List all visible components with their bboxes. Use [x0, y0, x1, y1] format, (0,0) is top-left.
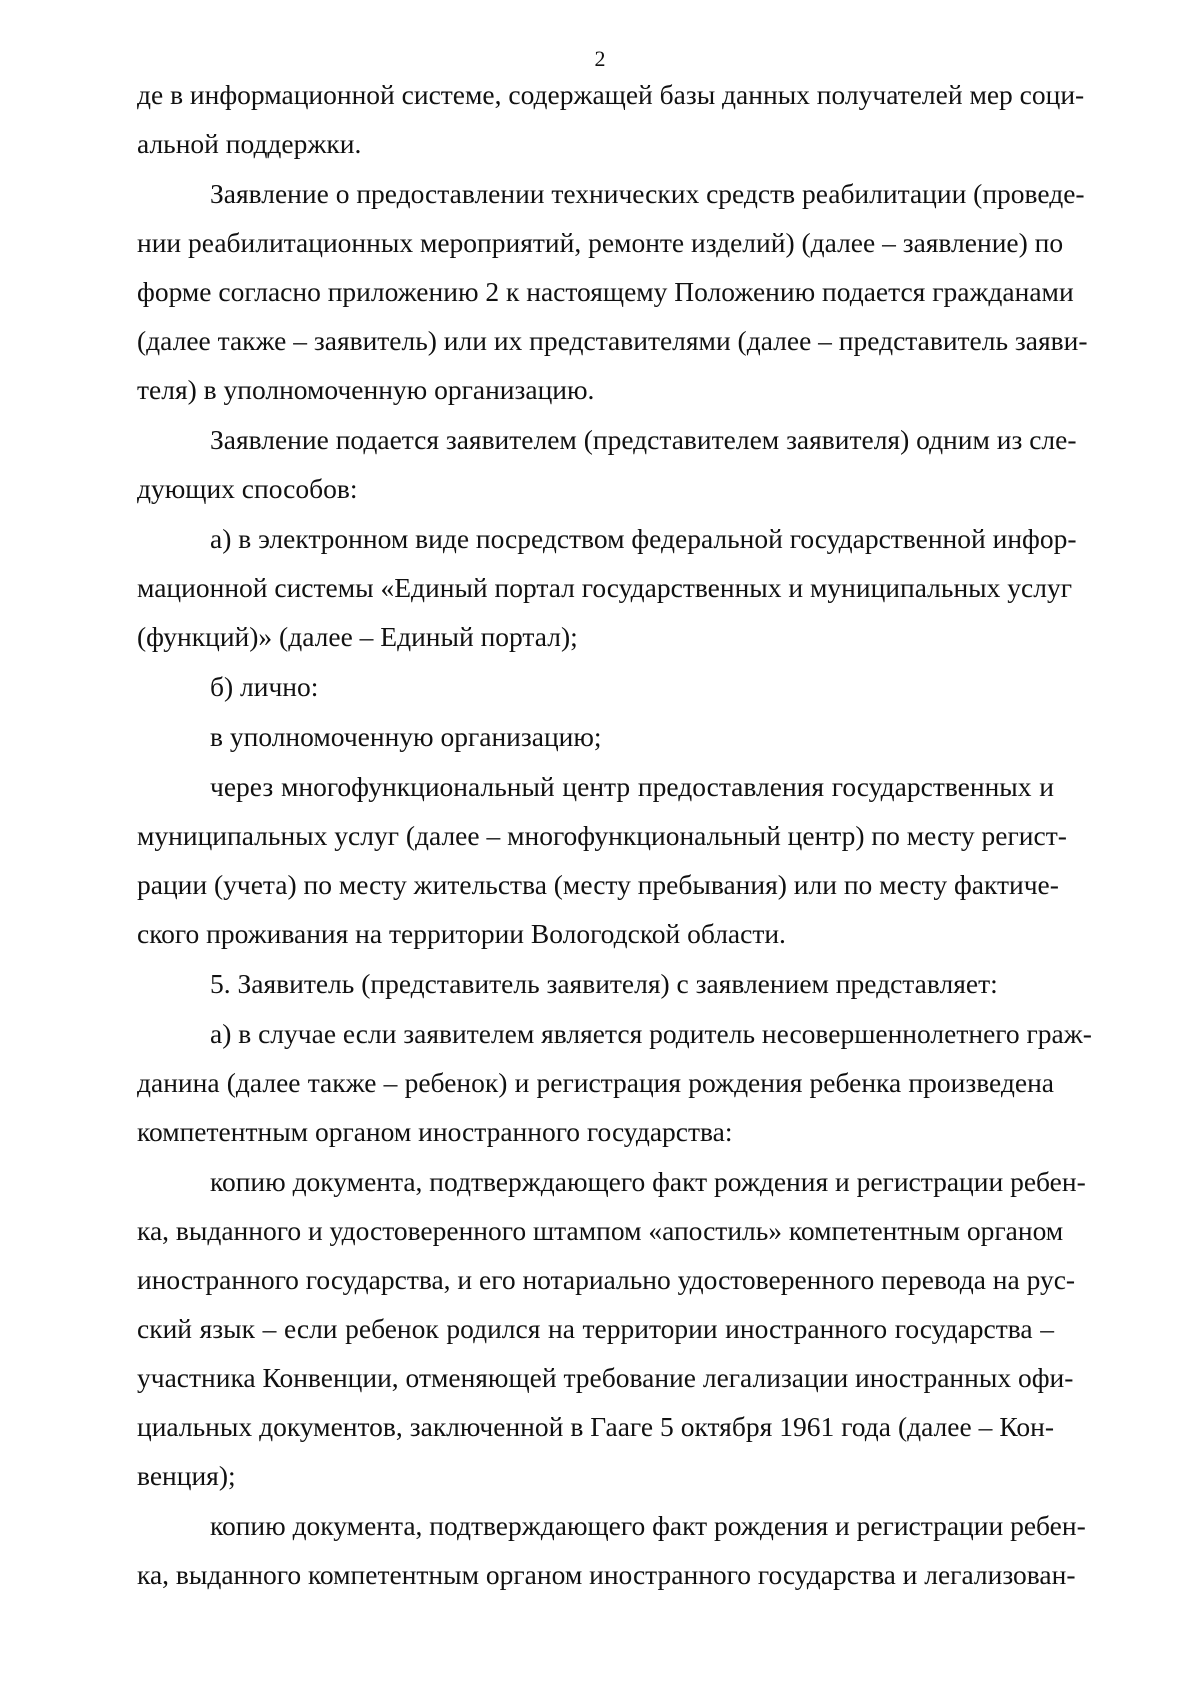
- text-line: мационной системы «Единый портал государственных и муниципальных услуг: [137, 572, 1072, 603]
- text-line: циальных документов, заключенной в Гааге 5 октября 1961 года (далее – Кон-: [137, 1411, 1054, 1442]
- text-line: ского проживания на территории Вологодской области.: [137, 918, 786, 949]
- text-line: муниципальных услуг (далее – многофункциональный центр) по месту регист-: [137, 820, 1067, 851]
- text-line: ка, выданного компетентным органом иностранного государства и легализован-: [137, 1559, 1076, 1590]
- text-line: рации (учета) по месту жительства (месту пребывания) или по месту фактиче-: [137, 869, 1059, 900]
- text-line: (далее также – заявитель) или их представителями (далее – представитель заяви-: [137, 325, 1088, 356]
- text-line: 5. Заявитель (представитель заявителя) с заявлением представляет:: [210, 968, 998, 999]
- paragraph: [137, 959, 1054, 1008]
- text-line: а) в случае если заявителем является родитель несовершеннолетнего граж-: [210, 1018, 1092, 1049]
- text-line: нии реабилитационных мероприятий, ремонте изделий) (далее – заявление) по: [137, 227, 1064, 258]
- text-line: форме согласно приложению 2 к настоящему Положению подается гражданами: [137, 276, 1074, 307]
- text-line: копию документа, подтверждающего факт рождения и регистрации ребен-: [210, 1510, 1086, 1541]
- page-number: 2: [594, 46, 606, 71]
- paragraph: [137, 1501, 1086, 1599]
- text-line: Заявление о предоставлении технических средств реабилитации (проведе-: [210, 178, 1085, 209]
- text-line: данина (далее также – ребенок) и регистрация рождения ребенка произведена: [137, 1067, 1054, 1098]
- text-line: б) лично:: [210, 671, 319, 702]
- paragraph: [137, 712, 1054, 761]
- paragraph: [137, 415, 1077, 513]
- text-line: компетентным органом иностранного государства:: [137, 1116, 733, 1147]
- text-line: альной поддержки.: [137, 128, 362, 159]
- text-line: венция);: [137, 1460, 236, 1491]
- text-line: участника Конвенции, отменяющей требование легализации иностранных офи-: [137, 1362, 1074, 1393]
- paragraph: [137, 169, 1088, 414]
- paragraph: [137, 762, 1067, 958]
- text-line: Заявление подается заявителем (представителем заявителя) одним из сле-: [210, 424, 1077, 455]
- text-line: дующих способов:: [137, 473, 358, 504]
- paragraph: [137, 1157, 1086, 1500]
- text-line: копию документа, подтверждающего факт рождения и регистрации ребен-: [210, 1166, 1086, 1197]
- text-line: (функций)» (далее – Единый портал);: [137, 621, 578, 652]
- paragraph: [137, 662, 1054, 711]
- text-line: ский язык – если ребенок родился на территории иностранного государства –: [137, 1313, 1054, 1344]
- paragraph: [137, 514, 1077, 661]
- paragraph: [137, 70, 1085, 168]
- text-line: теля) в уполномоченную организацию.: [137, 374, 595, 405]
- text-line: в уполномоченную организацию;: [210, 721, 602, 752]
- text-line: де в информационной системе, содержащей базы данных получателей мер соци-: [137, 79, 1085, 110]
- text-line: ка, выданного и удостоверенного штампом «апостиль» компетентным органом: [137, 1215, 1064, 1246]
- text-line: а) в электронном виде посредством федеральной государственной инфор-: [210, 523, 1077, 554]
- text-line: через многофункциональный центр предоставления государственных и: [210, 771, 1054, 802]
- paragraph: [137, 1009, 1092, 1156]
- document-body: [137, 70, 1092, 1600]
- text-line: иностранного государства, и его нотариально удостоверенного перевода на рус-: [137, 1264, 1076, 1295]
